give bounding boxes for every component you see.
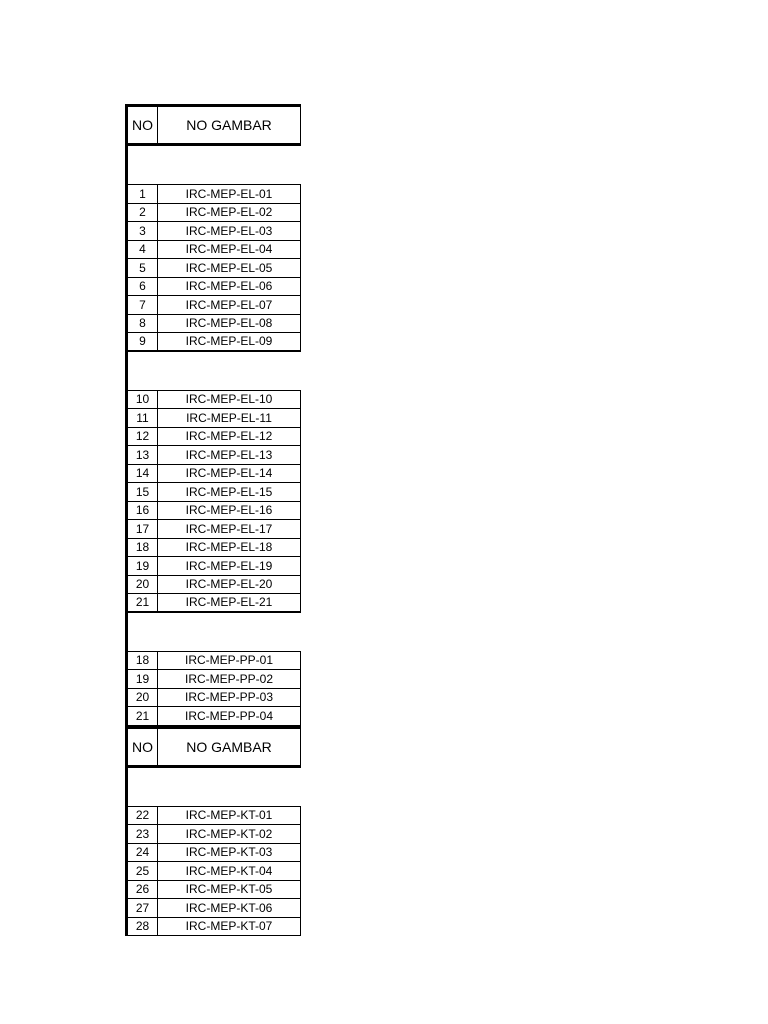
- table-row: [125, 557, 301, 576]
- drawing-number: IRC-MEP-EL-03: [185, 223, 273, 238]
- drawing-number: IRC-MEP-EL-10: [185, 392, 273, 407]
- drawing-number: IRC-MEP-EL-05: [185, 260, 273, 275]
- row-number: 28: [128, 918, 158, 936]
- drawing-number: IRC-MEP-EL-09: [185, 334, 273, 349]
- header-drawing-number: NO GAMBAR: [186, 738, 272, 755]
- group-plumbing: [125, 652, 301, 726]
- drawing-number: IRC-MEP-EL-14: [185, 466, 273, 481]
- row-number: 9: [128, 333, 158, 350]
- drawing-number: IRC-MEP-KT-07: [185, 919, 273, 934]
- table-row: [125, 652, 301, 671]
- drawing-number: IRC-MEP-PP-02: [184, 671, 273, 686]
- drawing-number: IRC-MEP-EL-12: [185, 429, 273, 444]
- table-row: [125, 296, 301, 315]
- table-row: [125, 899, 301, 918]
- row-number: 20: [128, 576, 158, 594]
- drawing-number: IRC-MEP-EL-01: [185, 186, 273, 201]
- drawing-number: IRC-MEP-PP-03: [184, 690, 273, 705]
- row-number: 11: [128, 409, 158, 427]
- row-number: 6: [128, 278, 158, 296]
- table-row: [125, 315, 301, 334]
- table-row: [125, 576, 301, 595]
- blank-row: [125, 768, 301, 807]
- row-number: 15: [128, 483, 158, 501]
- row-number: 8: [128, 315, 158, 333]
- table-row: [125, 825, 301, 844]
- row-number: 4: [128, 241, 158, 259]
- table-row: [125, 409, 301, 428]
- table-row: [125, 428, 301, 447]
- table-row: [125, 807, 301, 826]
- row-number: 25: [128, 862, 158, 880]
- row-number: 21: [128, 594, 158, 611]
- drawing-number: IRC-MEP-KT-02: [185, 826, 273, 841]
- table-row: [125, 707, 301, 726]
- table-row: [125, 185, 301, 204]
- table-row: [125, 502, 301, 521]
- table-row: [125, 539, 301, 558]
- row-number: 19: [128, 670, 158, 688]
- row-number: 18: [128, 652, 158, 670]
- drawing-number: IRC-MEP-KT-03: [185, 845, 273, 860]
- table-row: [125, 689, 301, 708]
- drawing-number: IRC-MEP-EL-13: [185, 447, 273, 462]
- row-number: 18: [128, 539, 158, 557]
- drawing-number: IRC-MEP-EL-08: [185, 316, 273, 331]
- table-row: [125, 881, 301, 900]
- row-number: 10: [128, 391, 158, 409]
- blank-row: [125, 146, 301, 185]
- drawing-number: IRC-MEP-EL-04: [185, 242, 273, 257]
- row-number: 17: [128, 520, 158, 538]
- row-number: 5: [128, 259, 158, 277]
- row-number: 3: [128, 222, 158, 240]
- blank-row: [125, 352, 301, 391]
- table-row: [125, 259, 301, 278]
- blank-row: [125, 613, 301, 652]
- group-electrical-1: [125, 185, 301, 352]
- group-kt: [125, 807, 301, 937]
- group-electrical-2: [125, 391, 301, 613]
- table-row: [125, 278, 301, 297]
- row-number: 1: [128, 185, 158, 203]
- table-header: [125, 104, 301, 146]
- drawing-number: IRC-MEP-EL-20: [185, 577, 273, 592]
- row-number: 7: [128, 296, 158, 314]
- table-row: [125, 844, 301, 863]
- drawing-list-table: [125, 104, 301, 936]
- row-number: 24: [128, 844, 158, 862]
- row-number: 19: [128, 557, 158, 575]
- drawing-number: IRC-MEP-KT-05: [185, 882, 273, 897]
- table-row: [125, 862, 301, 881]
- table-row: [125, 594, 301, 613]
- row-number: 26: [128, 881, 158, 899]
- table-row: [125, 333, 301, 352]
- row-number: 23: [128, 825, 158, 843]
- row-number: 13: [128, 446, 158, 464]
- drawing-number: IRC-MEP-EL-11: [186, 410, 272, 425]
- row-number: 16: [128, 502, 158, 520]
- drawing-number: IRC-MEP-EL-19: [185, 558, 273, 573]
- table-row: [125, 222, 301, 241]
- table-row: [125, 520, 301, 539]
- drawing-number: IRC-MEP-EL-17: [185, 521, 273, 536]
- header-no: NO: [128, 729, 158, 765]
- drawing-number: IRC-MEP-EL-02: [185, 205, 273, 220]
- table-row: [125, 241, 301, 260]
- row-number: 20: [128, 689, 158, 707]
- table-row: [125, 670, 301, 689]
- drawing-number: IRC-MEP-EL-07: [185, 297, 273, 312]
- header-drawing-number: NO GAMBAR: [186, 117, 272, 133]
- drawing-number: IRC-MEP-EL-21: [185, 595, 273, 610]
- row-number: 2: [128, 204, 158, 222]
- drawing-number: IRC-MEP-KT-06: [185, 900, 273, 915]
- row-number: 12: [128, 428, 158, 446]
- drawing-number: IRC-MEP-KT-01: [185, 808, 273, 823]
- row-number: 21: [128, 707, 158, 725]
- table-row: [125, 918, 301, 937]
- table-row: [125, 446, 301, 465]
- drawing-number: IRC-MEP-EL-16: [185, 503, 273, 518]
- drawing-number: IRC-MEP-KT-04: [185, 863, 273, 878]
- drawing-number: IRC-MEP-EL-15: [185, 484, 273, 499]
- table-row: [125, 204, 301, 223]
- drawing-number: IRC-MEP-EL-18: [185, 540, 273, 555]
- drawing-number: IRC-MEP-EL-06: [185, 279, 273, 294]
- table-row: [125, 465, 301, 484]
- table-row: [125, 391, 301, 410]
- table-row: [125, 483, 301, 502]
- table-header-2: [125, 726, 301, 768]
- row-number: 27: [128, 899, 158, 917]
- drawing-number: IRC-MEP-PP-01: [184, 653, 273, 668]
- header-no: NO: [128, 107, 158, 143]
- row-number: 14: [128, 465, 158, 483]
- row-number: 22: [128, 807, 158, 825]
- drawing-number: IRC-MEP-PP-04: [184, 708, 273, 723]
